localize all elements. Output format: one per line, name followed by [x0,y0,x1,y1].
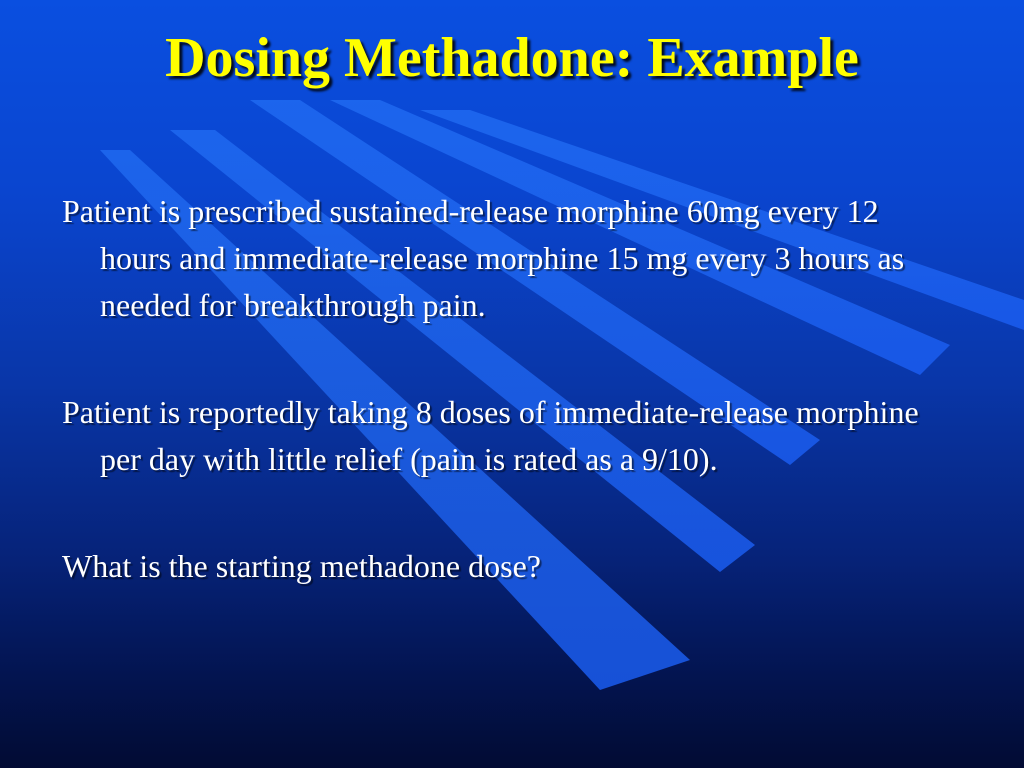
paragraph-doses: Patient is reportedly taking 8 doses of immediate-release morphine per day with little relief (pain is rated as a 9/10). [62,394,919,477]
slide-title: Dosing Methadone: Example [165,27,859,89]
paragraph-prescription: Patient is prescribed sustained-release morphine 60mg every 12 hours and immediate-release morphine 15 mg every 3 hours as needed for breakthrough pain. [62,193,905,323]
paragraph-question: What is the starting methadone dose? [62,548,541,584]
slide-body [62,188,942,650]
